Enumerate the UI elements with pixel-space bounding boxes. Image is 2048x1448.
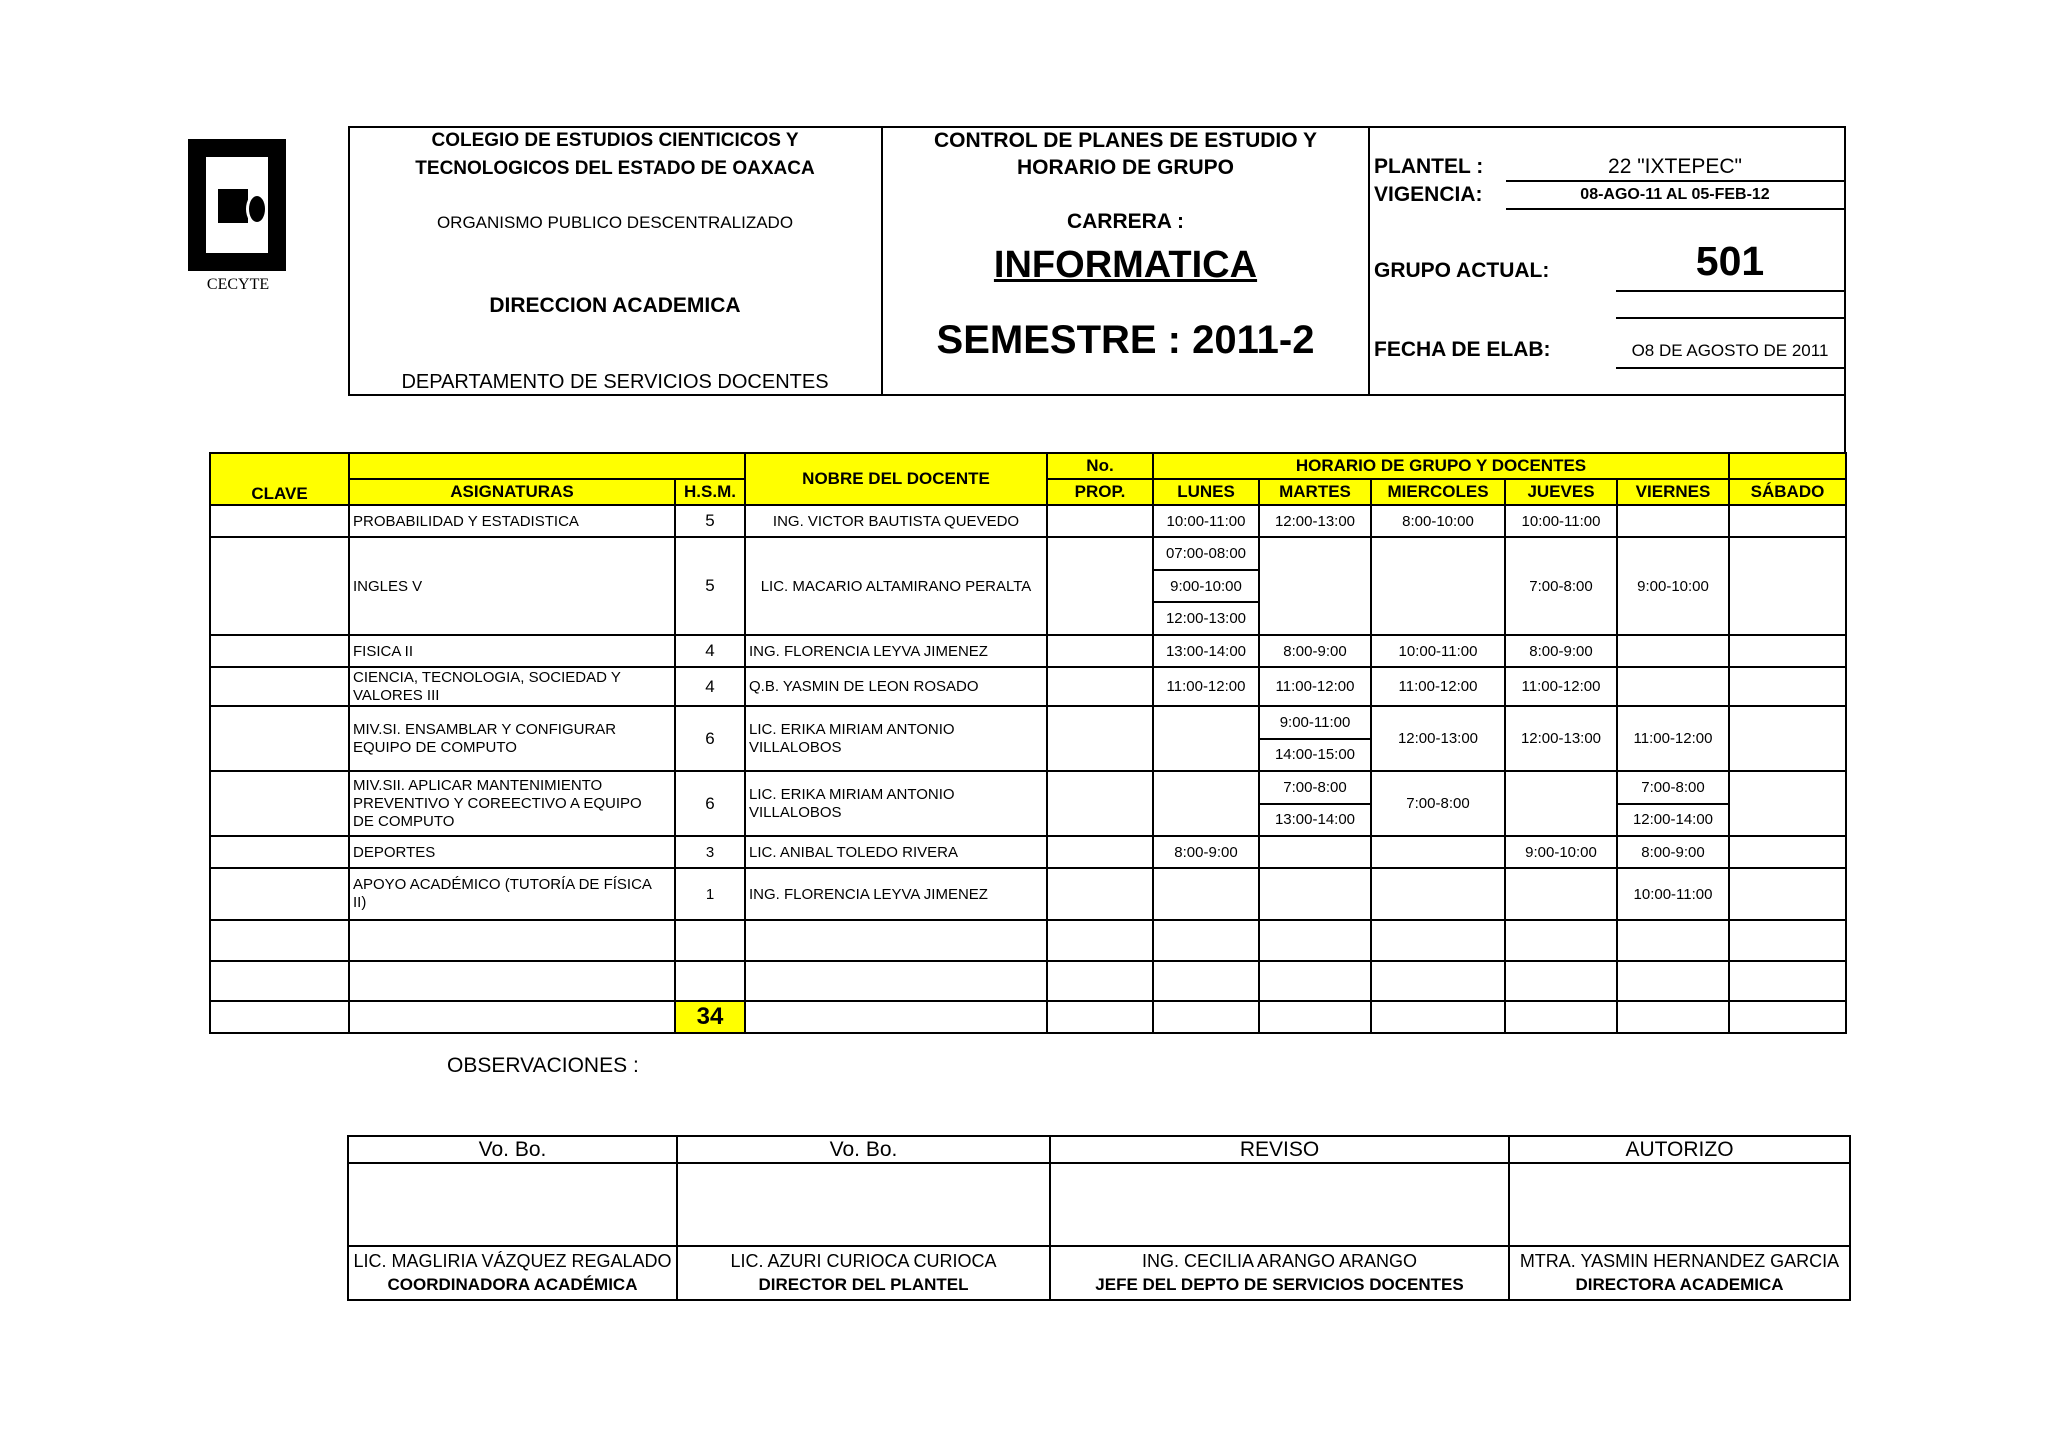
- asignatura-cell: DEPORTES: [349, 836, 675, 868]
- header-hsm: H.S.M.: [675, 479, 745, 505]
- direction-label: DIRECCION ACADEMICA: [489, 294, 741, 317]
- asignatura-cell: FISICA II: [349, 635, 675, 667]
- table-row: [210, 667, 1846, 706]
- institution-name-line2: TECNOLOGICOS DEL ESTADO DE OAXACA: [415, 158, 815, 179]
- lunes-slot: 12:00-13:00: [1165, 610, 1247, 628]
- jueves-cell: 9:00-10:00: [1505, 836, 1617, 868]
- miercoles-cell: 7:00-8:00: [1371, 771, 1505, 836]
- miercoles-cell: 8:00-10:00: [1371, 505, 1505, 537]
- lunes-cell: 13:00-14:00: [1153, 635, 1259, 667]
- lunes-cell: [1153, 537, 1259, 635]
- jueves-cell: 12:00-13:00: [1505, 706, 1617, 771]
- martes-slot: 9:00-11:00: [1260, 707, 1370, 740]
- docente-cell: LIC. ERIKA MIRIAM ANTONIO VILLALOBOS: [745, 771, 1047, 836]
- signer-role: DIRECTORA ACADEMICA: [1575, 1275, 1784, 1294]
- asignatura-cell: MIV.SI. ENSAMBLAR Y CONFIGURAR EQUIPO DE COMPUTO: [349, 706, 675, 771]
- schedule-table: [209, 452, 1847, 1034]
- signature-space: [348, 1163, 677, 1246]
- observaciones-label: OBSERVACIONES :: [447, 1054, 639, 1077]
- miercoles-cell: 12:00-13:00: [1371, 706, 1505, 771]
- signer-name: MTRA. YASMIN HERNANDEZ GARCIA: [1519, 1251, 1840, 1271]
- signatures-table: [347, 1135, 1851, 1301]
- jueves-cell: 11:00-12:00: [1505, 667, 1617, 706]
- table-row: [210, 706, 1846, 771]
- viernes-cell: [1617, 771, 1729, 836]
- martes-cell: 12:00-13:00: [1259, 505, 1371, 537]
- martes-cell: 11:00-12:00: [1259, 667, 1371, 706]
- header-no: No.: [1047, 453, 1153, 479]
- docente-cell: ING. FLORENCIA LEYVA JIMENEZ: [745, 868, 1047, 920]
- total-hsm: 34: [675, 1001, 745, 1033]
- header-sabado: SÁBADO: [1729, 479, 1846, 505]
- docente-cell: Q.B. YASMIN DE LEON ROSADO: [745, 667, 1047, 706]
- signature-space: [677, 1163, 1050, 1246]
- header-lunes: LUNES: [1153, 479, 1259, 505]
- grupo-label: GRUPO ACTUAL:: [1374, 259, 1550, 282]
- jueves-cell: 10:00-11:00: [1505, 505, 1617, 537]
- table-row: [210, 961, 1846, 1001]
- viernes-slot: 7:00-8:00: [1618, 772, 1728, 805]
- signature-block: [348, 1246, 677, 1300]
- total-row: [210, 1001, 1846, 1033]
- miercoles-cell: 10:00-11:00: [1371, 635, 1505, 667]
- docente-cell: ING. VICTOR BAUTISTA QUEVEDO: [745, 505, 1047, 537]
- signer-name: LIC. AZURI CURIOCA CURIOCA: [730, 1251, 997, 1271]
- header-horario: HORARIO DE GRUPO Y DOCENTES: [1153, 453, 1729, 479]
- table-row: [210, 771, 1846, 836]
- asignatura-cell: INGLES V: [349, 537, 675, 635]
- table-row: [210, 505, 1846, 537]
- lunes-slot: 9:00-10:00: [1154, 571, 1258, 604]
- header-martes: MARTES: [1259, 479, 1371, 505]
- signature-title: Vo. Bo.: [677, 1136, 1050, 1163]
- table-row: [210, 836, 1846, 868]
- asignatura-cell: PROBABILIDAD Y ESTADISTICA: [349, 505, 675, 537]
- martes-cell: [1259, 771, 1371, 836]
- asignatura-cell: MIV.SII. APLICAR MANTENIMIENTO PREVENTIVO Y COREECTIVO A EQUIPO DE COMPUTO: [349, 771, 675, 836]
- plantel-label: PLANTEL :: [1374, 155, 1484, 178]
- lunes-cell: 11:00-12:00: [1153, 667, 1259, 706]
- signature-title: Vo. Bo.: [348, 1136, 677, 1163]
- table-row: [210, 868, 1846, 920]
- header-docente: NOBRE DEL DOCENTE: [745, 453, 1047, 505]
- docente-cell: LIC. MACARIO ALTAMIRANO PERALTA: [745, 537, 1047, 635]
- table-row: [210, 635, 1846, 667]
- docente-cell: LIC. ANIBAL TOLEDO RIVERA: [745, 836, 1047, 868]
- table-row: [210, 537, 1846, 635]
- viernes-slot: 12:00-14:00: [1632, 811, 1714, 829]
- grupo-value: 501: [1695, 238, 1765, 284]
- header-viernes: VIERNES: [1617, 479, 1729, 505]
- docente-cell: ING. FLORENCIA LEYVA JIMENEZ: [745, 635, 1047, 667]
- signature-space: [1050, 1163, 1509, 1246]
- martes-cell: 8:00-9:00: [1259, 635, 1371, 667]
- martes-cell: [1259, 706, 1371, 771]
- hsm-cell: 6: [675, 706, 745, 771]
- plantel-value: 22 "IXTEPEC": [1608, 155, 1742, 178]
- viernes-cell: 9:00-10:00: [1617, 537, 1729, 635]
- viernes-cell: 8:00-9:00: [1617, 836, 1729, 868]
- institution-name-line1: COLEGIO DE ESTUDIOS CIENTICICOS Y: [431, 130, 799, 151]
- lunes-cell: 10:00-11:00: [1153, 505, 1259, 537]
- organism-label: ORGANISMO PUBLICO DESCENTRALIZADO: [436, 213, 794, 232]
- jueves-cell: 8:00-9:00: [1505, 635, 1617, 667]
- signature-space: [1509, 1163, 1850, 1246]
- header-asignaturas: ASIGNATURAS: [349, 479, 675, 505]
- signer-role: JEFE DEL DEPTO DE SERVICIOS DOCENTES: [1095, 1275, 1464, 1294]
- martes-slot: 7:00-8:00: [1260, 772, 1370, 805]
- martes-slot: 14:00-15:00: [1274, 746, 1356, 764]
- semestre-value: SEMESTRE : 2011-2: [936, 318, 1315, 362]
- hsm-cell: 4: [675, 667, 745, 706]
- viernes-cell: 10:00-11:00: [1617, 868, 1729, 920]
- hsm-cell: 3: [675, 836, 745, 868]
- header-clave: CLAVE: [210, 453, 349, 505]
- vigencia-value: 08-AGO-11 AL 05-FEB-12: [1580, 186, 1770, 203]
- hsm-cell: 5: [675, 505, 745, 537]
- hsm-cell: 5: [675, 537, 745, 635]
- viernes-cell: 11:00-12:00: [1617, 706, 1729, 771]
- department-label: DEPARTAMENTO DE SERVICIOS DOCENTES: [401, 371, 829, 393]
- header-prop: PROP.: [1047, 479, 1153, 505]
- hsm-cell: 4: [675, 635, 745, 667]
- hsm-cell: 1: [675, 868, 745, 920]
- signature-block: [1050, 1246, 1509, 1300]
- signer-role: DIRECTOR DEL PLANTEL: [758, 1275, 969, 1294]
- table-row: [210, 920, 1846, 961]
- signature-title: AUTORIZO: [1509, 1136, 1850, 1163]
- fecha-label: FECHA DE ELAB:: [1374, 338, 1551, 361]
- asignatura-cell: CIENCIA, TECNOLOGIA, SOCIEDAD Y VALORES III: [349, 667, 675, 706]
- miercoles-cell: 11:00-12:00: [1371, 667, 1505, 706]
- control-title-line1: CONTROL DE PLANES DE ESTUDIO Y: [933, 129, 1318, 152]
- viernes-cell: [1617, 505, 1729, 537]
- logo-caption: CECYTE: [206, 276, 270, 293]
- carrera-label: CARRERA :: [1066, 210, 1185, 233]
- lunes-slot: 07:00-08:00: [1154, 538, 1258, 571]
- signature-block: [677, 1246, 1050, 1300]
- signer-name: LIC. MAGLIRIA VÁZQUEZ REGALADO: [353, 1251, 672, 1271]
- carrera-value: INFORMATICA: [993, 244, 1258, 286]
- signature-title: REVISO: [1050, 1136, 1509, 1163]
- lunes-cell: 8:00-9:00: [1153, 836, 1259, 868]
- fecha-value: O8 DE AGOSTO DE 2011: [1631, 341, 1829, 360]
- vigencia-label: VIGENCIA:: [1374, 183, 1483, 206]
- header-miercoles: MIERCOLES: [1371, 479, 1505, 505]
- jueves-cell: 7:00-8:00: [1505, 537, 1617, 635]
- signature-block: [1509, 1246, 1850, 1300]
- docente-cell: LIC. ERIKA MIRIAM ANTONIO VILLALOBOS: [745, 706, 1047, 771]
- asignatura-cell: APOYO ACADÉMICO (TUTORÍA DE FÍSICA II): [349, 868, 675, 920]
- signer-role: COORDINADORA ACADÉMICA: [387, 1275, 638, 1294]
- cecyte-logo: [188, 139, 286, 271]
- hsm-cell: 6: [675, 771, 745, 836]
- control-title-line2: HORARIO DE GRUPO: [1016, 156, 1234, 179]
- header-jueves: JUEVES: [1505, 479, 1617, 505]
- signer-name: ING. CECILIA ARANGO ARANGO: [1141, 1251, 1418, 1271]
- martes-slot: 13:00-14:00: [1274, 811, 1356, 829]
